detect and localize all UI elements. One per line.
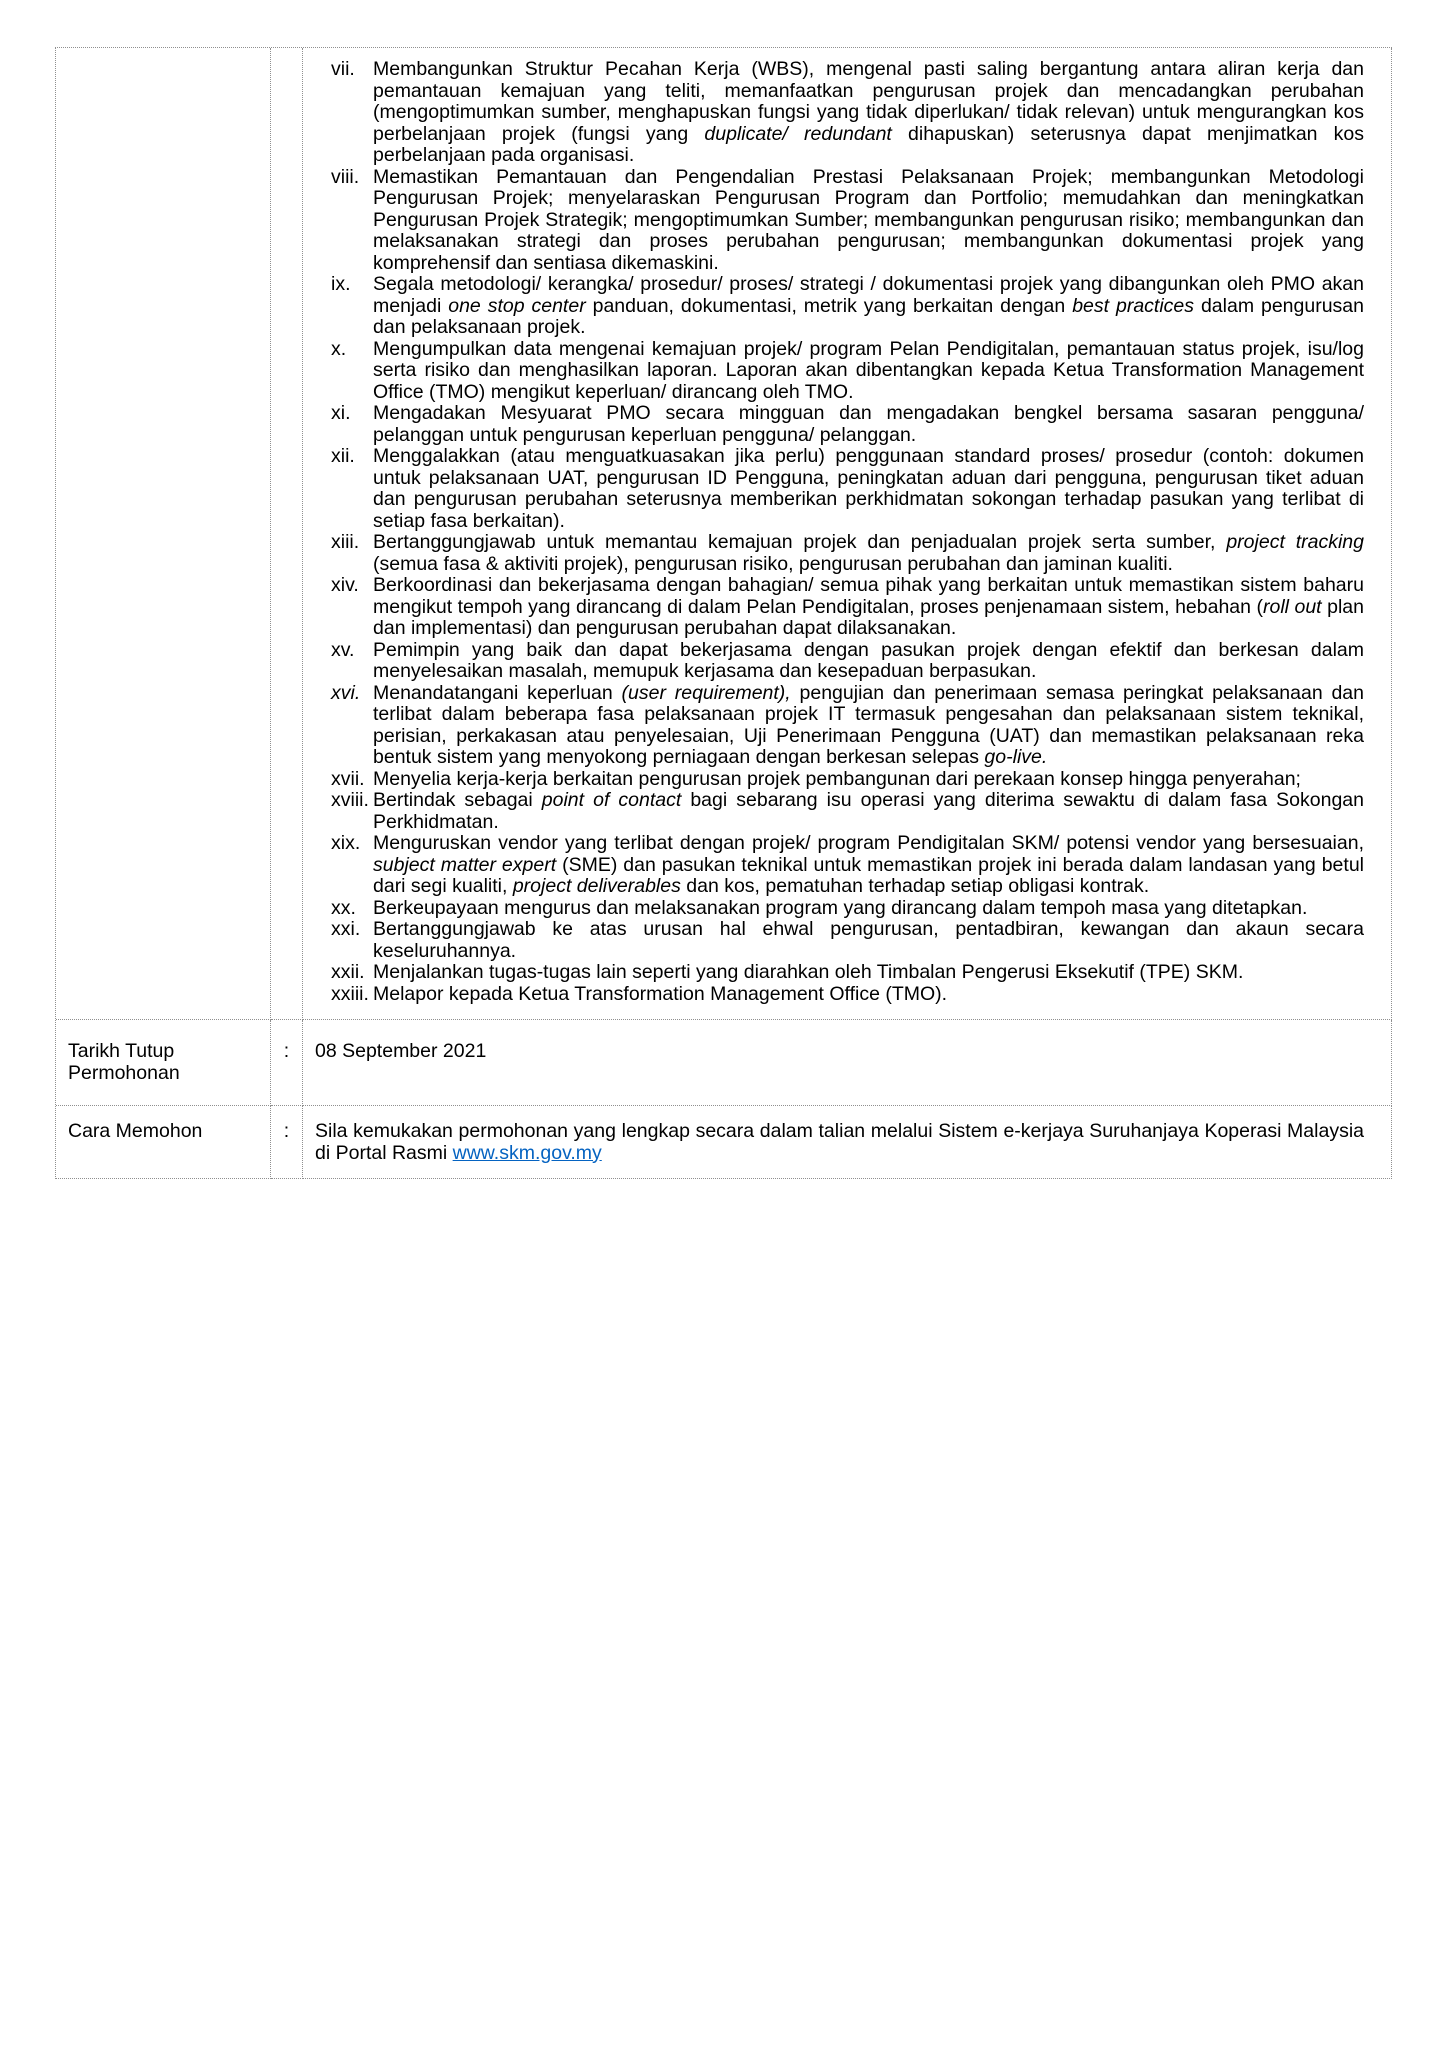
duty-text-segment: pengujian dan penerimaan semasa peringkat pelaksanaan dan terlibat dalam beberapa fasa pelaksanaan projek IT termasuk pengesahan dan pelaksanaan sistem teknikal, perisian, perkakasan atau penyelesaian, Uji Penerimaan Pengguna (UAT) dan memastikan pelaksanaan reka bentuk sistem yang menyokong perniagaan dengan berkesan selepas bbox=[373, 681, 1364, 768]
duty-number: xiv. bbox=[331, 574, 359, 596]
closing-date-colon: : bbox=[271, 1020, 303, 1106]
duty-item bbox=[331, 274, 1364, 339]
duty-text-segment: Menguruskan vendor yang terlibat dengan projek/ program Pendigitalan SKM/ potensi vendor yang bersesuaian, bbox=[373, 832, 1364, 854]
how-to-apply-row bbox=[56, 1106, 1392, 1179]
duty-item bbox=[331, 59, 1364, 167]
responsibilities-label-cell bbox=[56, 48, 271, 1020]
duty-text-segment: Pemimpin yang baik dan dapat bekerjasama dengan pasukan projek dengan efektif dan berkesan dalam menyelesaikan masalah, memupuk kerjasama dan kesepaduan berpasukan. bbox=[373, 638, 1364, 682]
duty-number: xxi. bbox=[331, 918, 361, 940]
cara-memohon-text bbox=[315, 1120, 1364, 1164]
responsibilities-row bbox=[56, 48, 1392, 1020]
duty-text-segment: dihapuskan) seterusnya dapat menjimatkan kos perbelanjaan pada organisasi. bbox=[373, 122, 1365, 166]
duty-item bbox=[331, 833, 1364, 898]
duty-text-segment: one stop center bbox=[448, 294, 586, 317]
duty-text-segment: best practices bbox=[1072, 294, 1195, 317]
duty-item bbox=[331, 339, 1364, 404]
duty-item bbox=[331, 167, 1364, 275]
responsibilities-colon-cell bbox=[271, 48, 303, 1020]
job-details-table bbox=[55, 47, 1392, 1179]
duty-number: xiii. bbox=[331, 531, 360, 553]
duty-item bbox=[331, 640, 1364, 683]
how-to-apply-colon: : bbox=[271, 1106, 303, 1179]
duty-text-segment: (user requirement), bbox=[621, 681, 791, 704]
duty-number: xi. bbox=[331, 402, 351, 424]
duty-number: xx. bbox=[331, 896, 356, 919]
duty-text-segment: plan dan implementasi) dan pengurusan perubahan dapat dilaksanakan. bbox=[373, 595, 1364, 639]
duty-text-segment: roll out bbox=[1262, 595, 1322, 618]
duty-text-segment: Berkoordinasi dan bekerjasama dengan bahagian/ semua pihak yang berkaitan untuk memastikan sistem baharu mengikut tempoh yang dirancang di dalam Pelan Pendigitalan, proses penjenamaan sistem, hebahan ( bbox=[373, 574, 1364, 618]
duty-text-segment: Menandatangani keperluan bbox=[373, 681, 622, 704]
duty-text-segment: point of contact bbox=[541, 789, 682, 811]
duty-number: xvi. bbox=[331, 681, 361, 704]
duty-number: xxii. bbox=[331, 961, 365, 983]
duty-item bbox=[331, 769, 1364, 791]
duty-number: ix. bbox=[331, 273, 351, 295]
duty-text-segment: Bertanggungjawab ke atas urusan hal ehwal pengurusan, pentadbiran, kewangan dan akaun secara keseluruhannya. bbox=[373, 918, 1364, 962]
duty-item bbox=[331, 898, 1364, 920]
duty-number: viii. bbox=[331, 165, 360, 188]
duty-number: xv. bbox=[331, 638, 355, 661]
duty-text-segment: Mengumpulkan data mengenai kemajuan projek/ program Pelan Pendigitalan, pemantauan status projek, isu/log serta risiko dan menghasilkan laporan. Laporan akan dibentangkan kepada Ketua Transformation Management Office (TMO) mengikut keperluan/ dirancang oleh TMO. bbox=[373, 337, 1364, 403]
duty-text-segment: dan kos, pematuhan terhadap setiap obligasi kontrak. bbox=[680, 875, 1150, 897]
duty-text-segment: Menggalakkan (atau menguatkuasakan jika perlu) penggunaan standard proses/ prosedur (contoh: dokumen untuk pelaksanaan UAT, pengurusan ID Pengguna, peningkatan aduan dari pengguna, pengurusan tiket aduan dan pengurusan perubahan seterusnya memberikan perkhidmatan sokongan terhadap pasukan yang terlibat di setiap fasa berkaitan). bbox=[373, 445, 1364, 532]
duty-text-segment: Segala metodologi/ kerangka/ prosedur/ proses/ strategi / dokumentasi projek yang dibangunkan oleh PMO akan menjadi bbox=[373, 273, 1364, 317]
duty-text-segment: Bertindak sebagai bbox=[373, 789, 542, 811]
duty-number: x. bbox=[331, 337, 347, 360]
duty-number: xix. bbox=[331, 832, 361, 854]
duty-text-segment: dalam pengurusan dan pelaksanaan projek. bbox=[373, 294, 1364, 338]
closing-date-row bbox=[56, 1020, 1392, 1106]
duty-text-segment: project deliverables bbox=[512, 875, 681, 897]
duty-text-segment: (SME) dan pasukan teknikal untuk memastikan projek ini berada dalam landasan yang betul dari segi kualiti, bbox=[373, 853, 1364, 897]
duty-text-segment: Berkeupayaan mengurus dan melaksanakan program yang dirancang dalam tempoh masa yang ditetapkan. bbox=[373, 896, 1308, 919]
cara-text-segment: Sila kemukakan permohonan yang lengkap secara dalam talian melalui Sistem e-kerjaya Suruhanjaya Koperasi Malaysia di Portal Rasmi bbox=[315, 1120, 1364, 1164]
duty-number: xii. bbox=[331, 445, 355, 467]
duty-text-segment: Memastikan Pemantauan dan Pengendalian Prestasi Pelaksanaan Projek; membangunkan Metodologi Pengurusan Projek; menyelaraskan Pengurusan Program dan Portfolio; memudahkan dan meningkatkan Pengurusan Projek Strategik; mengoptimumkan Sumber; membangunkan pengurusan risiko; membangunkan dan melaksanakan strategi dan proses perubahan pengurusan; membangunkan dokumentasi projek yang komprehensif dan sentiasa dikemaskini. bbox=[373, 165, 1364, 274]
duty-item bbox=[331, 919, 1364, 962]
responsibilities-content-cell bbox=[303, 48, 1392, 1020]
duty-text-segment: subject matter expert bbox=[373, 853, 557, 876]
duty-number: xxiii. bbox=[331, 982, 369, 1005]
skm-portal-link[interactable]: www.skm.gov.my bbox=[452, 1141, 602, 1164]
duty-number: xviii. bbox=[331, 789, 369, 811]
duty-number: vii. bbox=[331, 58, 355, 80]
duty-text-segment: project tracking bbox=[1226, 531, 1364, 553]
duty-item bbox=[331, 532, 1364, 575]
duty-text-segment: bagi sebarang isu operasi yang diterima sewaktu di dalam fasa Sokongan Perkhidmatan. bbox=[373, 789, 1364, 833]
duty-number: xvii. bbox=[331, 767, 365, 790]
duty-item bbox=[331, 962, 1364, 984]
closing-date-value: 08 September 2021 bbox=[303, 1020, 1392, 1106]
duty-text-segment: (semua fasa & aktiviti projek), pengurusan risiko, pengurusan perubahan dan jaminan kualiti. bbox=[373, 552, 1173, 575]
duty-text-segment: Bertanggungjawab untuk memantau kemajuan projek dan penjadualan projek serta sumber, bbox=[373, 531, 1227, 553]
duty-text-segment: Menyelia kerja-kerja berkaitan pengurusan projek pembangunan dari perekaan konsep hingga penyerahan; bbox=[373, 767, 1301, 790]
duty-text-segment: panduan, dokumentasi, metrik yang berkaitan dengan bbox=[585, 294, 1073, 317]
duty-item bbox=[331, 446, 1364, 532]
duty-text-segment: Membangunkan Struktur Pecahan Kerja (WBS), mengenal pasti saling bergantung antara aliran kerja dan pemantauan kemajuan yang teliti, memanfaatkan pengurusan projek dan mencadangkan perubahan (mengoptimumkan sumber, menghapuskan fungsi yang tidak diperlukan/ tidak relevan) untuk mengurangkan kos perbelanjaan projek (fungsi yang bbox=[373, 58, 1364, 145]
duty-item bbox=[331, 790, 1364, 833]
duty-item bbox=[331, 575, 1364, 640]
how-to-apply-label: Cara Memohon bbox=[56, 1106, 271, 1179]
duty-text-segment: go-live. bbox=[984, 746, 1048, 768]
duty-text-segment: duplicate/ redundant bbox=[704, 122, 892, 145]
duty-text-segment: Menjalankan tugas-tugas lain seperti yang diarahkan oleh Timbalan Pengerusi Eksekutif (TPE) SKM. bbox=[373, 961, 1244, 983]
closing-date-label: Tarikh Tutup Permohonan bbox=[56, 1020, 271, 1106]
duty-item bbox=[331, 984, 1364, 1006]
duty-item bbox=[331, 683, 1364, 769]
duty-item bbox=[331, 403, 1364, 446]
duty-text-segment: Mengadakan Mesyuarat PMO secara mingguan dan mengadakan bengkel bersama sasaran pengguna/ pelanggan untuk pengurusan keperluan pengguna/ pelanggan. bbox=[373, 402, 1364, 446]
duties-list bbox=[331, 59, 1364, 1005]
duty-text-segment: Melapor kepada Ketua Transformation Management Office (TMO). bbox=[373, 982, 948, 1005]
how-to-apply-value bbox=[303, 1106, 1392, 1179]
